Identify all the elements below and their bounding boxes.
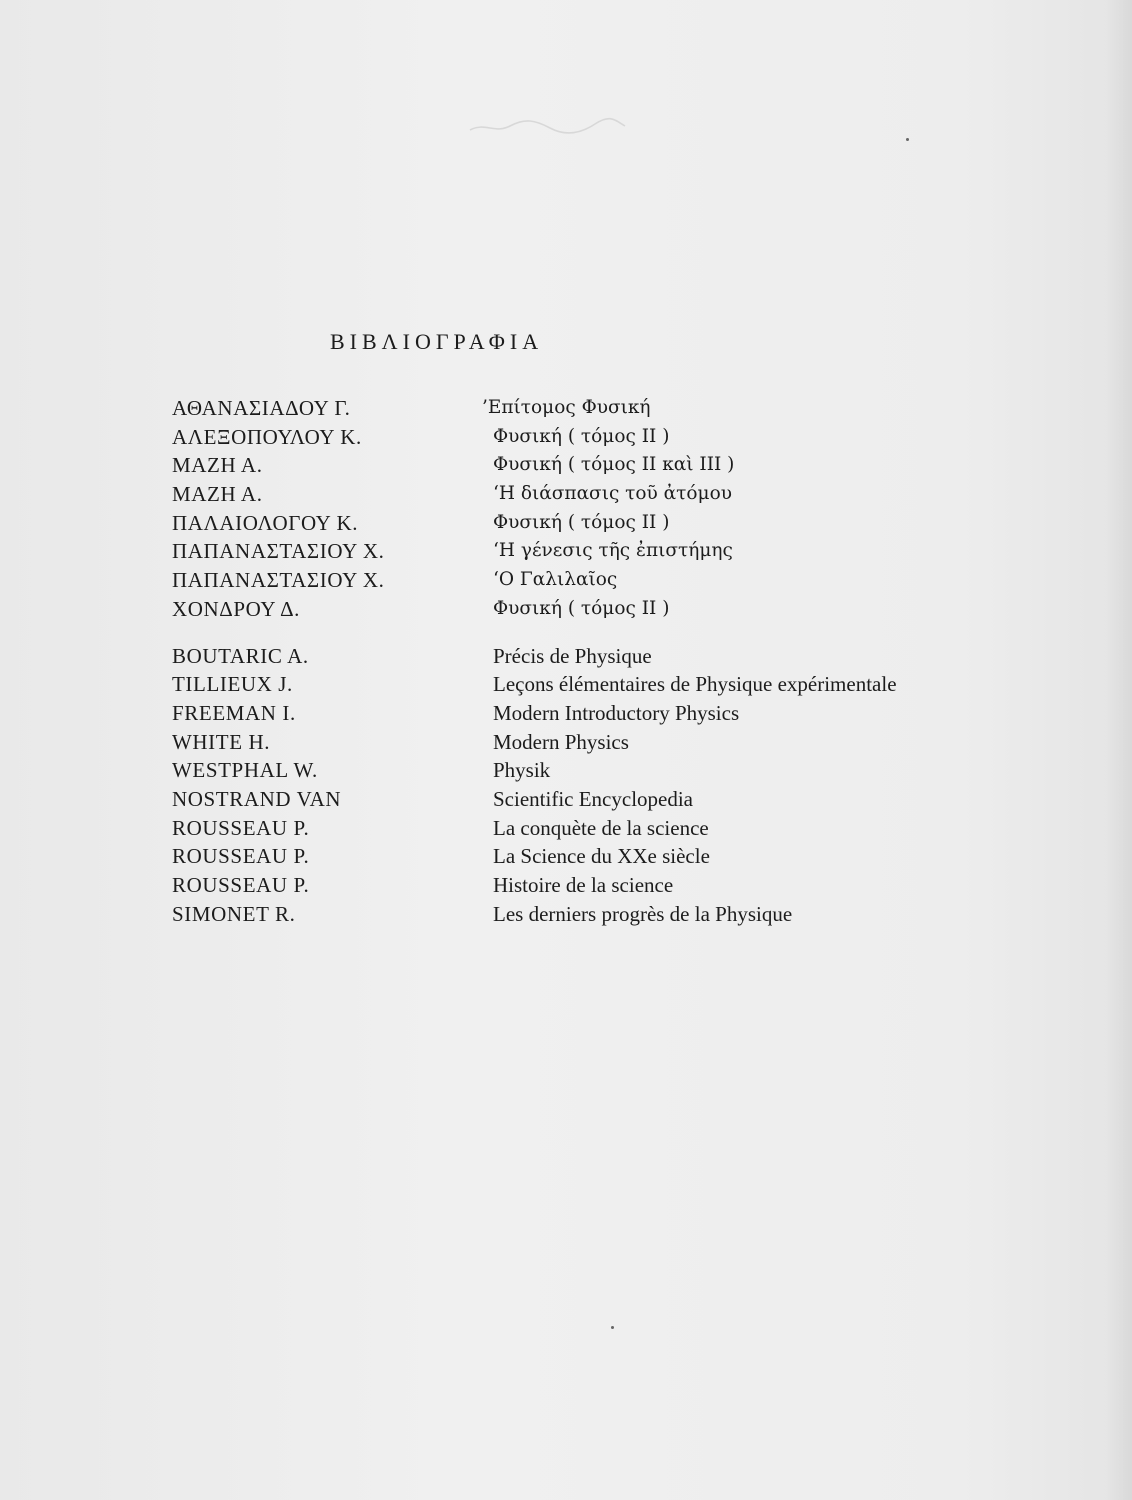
- page-edge-shadow: [1106, 0, 1132, 1500]
- author-name: ΠΑΠΑΝΑΣΤΑΣΙΟΥ Χ.: [172, 539, 385, 564]
- foreign-works: [482, 642, 1042, 929]
- author-name: ΠΑΠΑΝΑΣΤΑΣΙΟΥ Χ.: [172, 568, 385, 593]
- section-gap: [482, 624, 1042, 642]
- greek-authors: [172, 394, 472, 624]
- author-name: ΠΑΛΑΙΟΛΟΓΟΥ Κ.: [172, 510, 359, 535]
- work-title: Φυσική ( τόμος II ): [493, 597, 670, 619]
- paper-speck: [611, 1326, 614, 1329]
- works-column: [482, 394, 1042, 928]
- author-name: WHITE H.: [172, 729, 271, 754]
- work-title: Scientific Encyclopedia: [493, 786, 694, 811]
- work-title: Physik: [493, 758, 551, 783]
- author-name: ΧΟΝΔΡΟΥ Δ.: [172, 596, 301, 621]
- faint-handwriting-mark: [465, 112, 630, 140]
- work-title: Φυσική ( τόμος II ): [493, 511, 670, 533]
- work-title: ’Επίτομος Φυσική: [482, 397, 651, 418]
- work-title: La Science du XXe siècle: [493, 844, 710, 869]
- author-name: ΑΘΑΝΑΣΙΑΔΟΥ Γ.: [172, 396, 351, 420]
- work-title: ‘Η γένεσις τῆς ἐπιστήμης: [493, 540, 733, 562]
- work-title: Leçons élémentaires de Physique expérimentale: [493, 672, 897, 697]
- greek-works: [482, 394, 1042, 624]
- work-title: Histoire de la science: [493, 873, 674, 897]
- work-title: La conquète de la science: [493, 815, 709, 840]
- work-title: Modern Physics: [493, 729, 629, 754]
- section-gap: [172, 624, 472, 642]
- work-title: Φυσική ( τόμος II ): [493, 425, 670, 447]
- work-title: Modern Introductory Physics: [493, 700, 740, 725]
- author-name: NOSTRAND VAN: [172, 786, 342, 811]
- author-name: ROUSSEAU P.: [172, 844, 310, 869]
- work-title: Précis de Physique: [493, 643, 652, 668]
- author-name: ΜΑΖΗ Α.: [172, 482, 263, 507]
- authors-column: [172, 394, 472, 928]
- author-name: BOUTARIC A.: [172, 643, 309, 668]
- work-title: Φυσική ( τόμος II καὶ III ): [493, 454, 735, 476]
- author-name: ROUSSEAU P.: [172, 873, 310, 897]
- author-name: TILLIEUX J.: [172, 672, 293, 697]
- work-title: Les derniers progrès de la Physique: [493, 901, 793, 926]
- author-name: ROUSSEAU P.: [172, 815, 310, 840]
- author-name: ΜΑΖΗ Α.: [172, 453, 263, 478]
- foreign-authors: [172, 642, 472, 929]
- author-name: ΑΛΕΞΟΠΟΥΛΟΥ Κ.: [172, 424, 362, 449]
- work-title: ‘Ο Γαλιλαῖος: [493, 569, 618, 591]
- page-title: ΒΙΒΛΙΟΓΡΑΦΙΑ: [330, 329, 544, 354]
- paper-speck: [906, 138, 909, 141]
- author-name: FREEMAN I.: [172, 700, 296, 725]
- work-title: ‘Η διάσπασις τοῦ ἀτόμου: [493, 483, 732, 505]
- author-name: WESTPHAL W.: [172, 758, 318, 783]
- author-name: SIMONET R.: [172, 901, 296, 926]
